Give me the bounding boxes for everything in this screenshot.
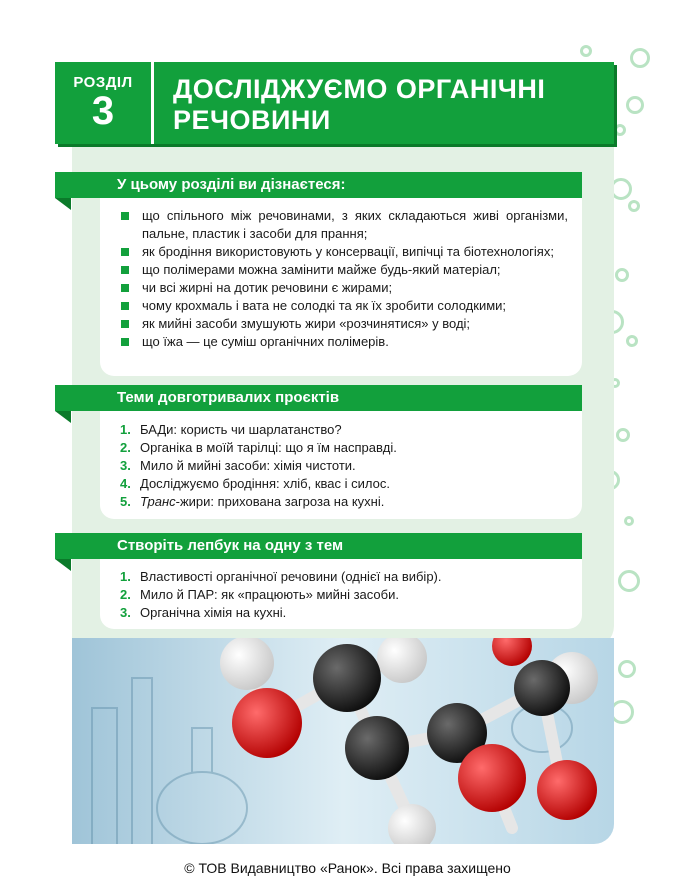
chapter-title: ДОСЛІДЖУЄМО ОРГАНІЧНІ РЕЧОВИНИ — [173, 74, 546, 135]
item-number: 2. — [120, 587, 131, 602]
projects-heading: Теми довготривалих проєктів — [55, 385, 582, 411]
bullet-square-icon — [121, 248, 129, 256]
lapbook-item — [120, 586, 568, 604]
learn-item — [118, 243, 568, 261]
project-item — [120, 439, 568, 457]
project-item — [120, 475, 568, 493]
bullet-square-icon — [121, 266, 129, 274]
copyright-footer: © ТОВ Видавництво «Ранок». Всі права захищено — [184, 860, 511, 876]
molecule-photo — [72, 638, 614, 844]
item-text: Мило й мийні засоби: хімія чистоти. — [140, 458, 356, 473]
projects-list — [120, 421, 568, 511]
lapbook-heading: Створіть лепбук на одну з тем — [55, 533, 582, 559]
projects-card — [100, 411, 582, 519]
learn-item-text: чому крохмаль і вата не солодкі та як їх зробити солодкими; — [142, 298, 507, 313]
project-item — [120, 421, 568, 439]
section-label: РОЗДІЛ — [73, 74, 133, 91]
lapbook-item — [120, 568, 568, 586]
bullet-square-icon — [121, 284, 129, 292]
item-text: Досліджуємо бродіння: хліб, квас і силос. — [140, 476, 390, 491]
item-text: Органіка в моїй тарілці: що я їм насправді. — [140, 440, 397, 455]
project-item — [120, 493, 568, 511]
item-text: Мило й ПАР: як «працюють» мийні засоби. — [140, 587, 399, 602]
item-number: 2. — [120, 440, 131, 455]
learn-item — [118, 333, 568, 351]
lapbook-list — [120, 568, 568, 622]
learn-item — [118, 207, 568, 243]
learn-item — [118, 297, 568, 315]
learn-item — [118, 261, 568, 279]
item-text: Властивості органічної речовини (однієї на вибір). — [140, 569, 442, 584]
item-number: 4. — [120, 476, 131, 491]
learn-item-text: як мийні засоби змушують жири «розчинятися» у воді; — [142, 316, 471, 331]
item-number: 1. — [120, 422, 131, 437]
lapbook-item — [120, 604, 568, 622]
lapbook-card — [100, 559, 582, 629]
bullet-square-icon — [121, 338, 129, 346]
project-item — [120, 457, 568, 475]
bullet-square-icon — [121, 302, 129, 310]
section-badge — [55, 62, 154, 144]
learn-list — [118, 207, 568, 351]
learn-card — [100, 198, 582, 376]
learn-heading: У цьому розділі ви дізнаєтеся: — [55, 172, 582, 198]
item-number: 3. — [120, 458, 131, 473]
item-number: 1. — [120, 569, 131, 584]
item-text: Органічна хімія на кухні. — [140, 605, 287, 620]
item-number: 5. — [120, 494, 131, 509]
section-number: 3 — [91, 89, 115, 133]
learn-item-text: як бродіння використовують у консервації, випічці та біотехнологіях; — [142, 244, 554, 259]
item-number: 3. — [120, 605, 131, 620]
learn-item — [118, 279, 568, 297]
learn-item-text: що їжа — це суміш органічних полімерів. — [142, 334, 389, 349]
item-italic-text: Транс — [140, 494, 176, 509]
bullet-square-icon — [121, 320, 129, 328]
learn-item-text: чи всі жирні на дотик речовини є жирами; — [142, 280, 393, 295]
learn-item-text: що спільного між речовинами, з яких складаються живі організми, пальне, пластик і засоби для прання; — [142, 208, 568, 241]
learn-item — [118, 315, 568, 333]
learn-item-text: що полімерами можна замінити майже будь-який матеріал; — [142, 262, 501, 277]
item-text: БАДи: користь чи шарлатанство? — [140, 422, 342, 437]
chapter-header — [55, 62, 614, 144]
bullet-square-icon — [121, 212, 129, 220]
item-text: -жири: прихована загроза на кухні. — [175, 494, 385, 509]
